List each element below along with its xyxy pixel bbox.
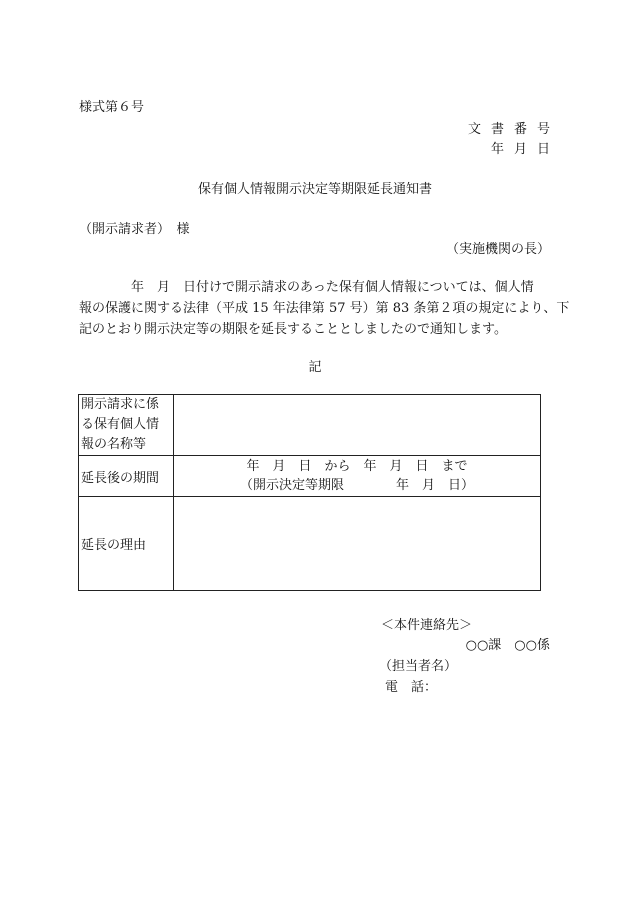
contact-department: ○○課 ○○係 xyxy=(465,638,550,653)
body-line: 記のとおり開示決定等の期限を延長することとしましたので通知します。 xyxy=(79,322,507,337)
recipient: （開示請求者） 様 xyxy=(79,222,190,237)
document-number-label: 文書番号 xyxy=(467,122,560,137)
document-date-label: 年月日 xyxy=(490,142,560,157)
contact-heading: ＜本件連絡先＞ xyxy=(381,618,473,633)
label-line: 報の名称等 xyxy=(81,437,147,452)
table-row xyxy=(79,395,541,456)
body-line: 年 月 日付けで開示請求のあった保有個人情報については、個人情 xyxy=(79,280,534,295)
record-mark: 記 xyxy=(308,360,322,375)
table-row xyxy=(79,456,541,497)
extended-period-value xyxy=(174,456,541,497)
period-line: 年 月 日 から 年 月 日 まで xyxy=(246,459,468,474)
extension-reason-label: 延長の理由 xyxy=(79,497,174,591)
label-line: る保有個人情 xyxy=(81,417,160,432)
document-title: 保有個人情報開示決定等期限延長通知書 xyxy=(197,182,432,197)
extended-period-label: 延長後の期間 xyxy=(79,456,174,497)
table-row xyxy=(79,497,541,591)
period-line: （開示決定等期限 年 月 日） xyxy=(239,478,474,493)
extension-reason-value xyxy=(174,497,541,591)
sender: （実施機関の長） xyxy=(445,242,550,257)
form-number: 様式第６号 xyxy=(79,100,145,115)
body-paragraph xyxy=(79,277,570,340)
info-table xyxy=(78,394,541,591)
body-line: 報の保護に関する法律（平成 15 年法律第 57 号）第 83 条第２項の規定により、下 xyxy=(79,301,570,316)
item-name-label xyxy=(79,395,174,456)
contact-phone: 電 話： xyxy=(385,680,438,695)
item-name-value xyxy=(174,395,541,456)
contact-person: （担当者名） xyxy=(379,659,458,674)
label-line: 開示請求に係 xyxy=(81,397,160,412)
